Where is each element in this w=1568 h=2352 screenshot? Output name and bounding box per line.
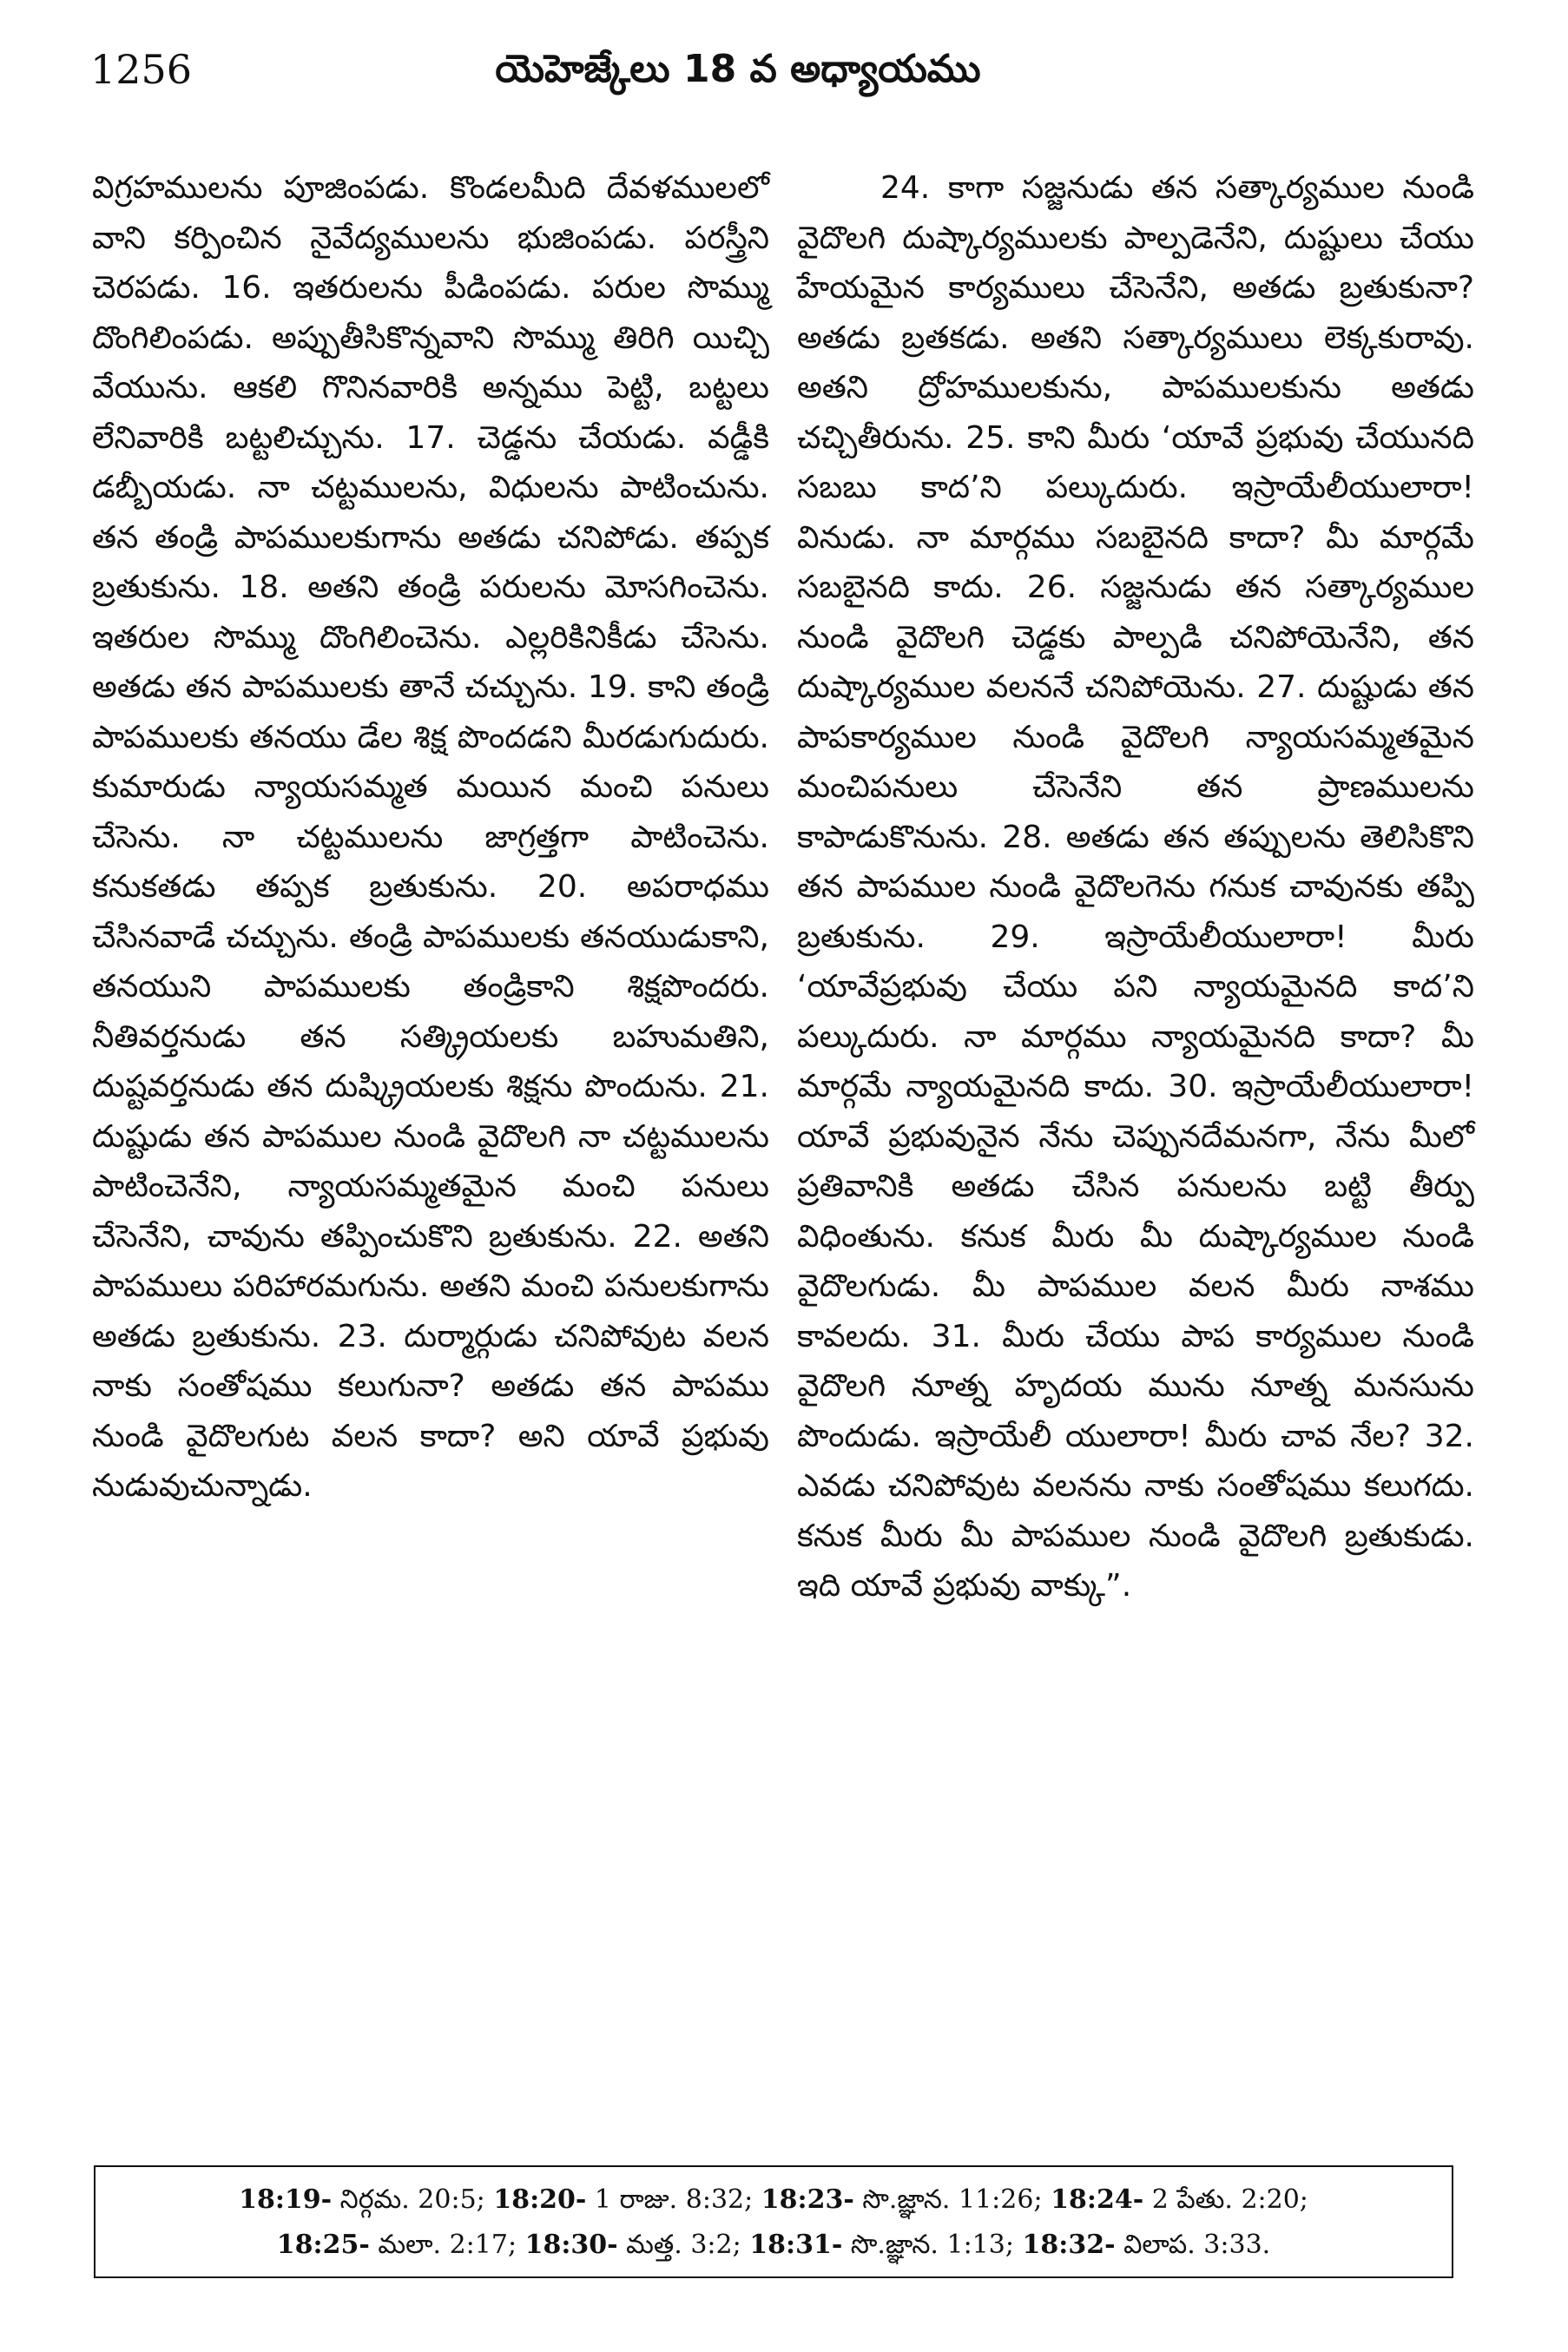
cross-reference-box (94, 2165, 1453, 2278)
cross-reference-verse: 18:23- (761, 2184, 854, 2215)
cross-reference-text: నిర్గమ. 20:5; (332, 2184, 485, 2215)
cross-reference (239, 2184, 485, 2215)
text-column-right (797, 163, 1474, 1611)
cross-reference-verse: 18:24- (1051, 2184, 1144, 2215)
cross-reference-text: 2 పేతు. 2:20; (1143, 2184, 1308, 2215)
page-number: 1256 (90, 46, 193, 93)
cross-reference (493, 2184, 753, 2215)
cross-reference (749, 2230, 1014, 2260)
cross-reference-text: మత్త. 3:2; (617, 2230, 741, 2260)
cross-reference-verse: 18:31- (749, 2230, 843, 2260)
cross-reference-verse: 18:19- (239, 2184, 333, 2215)
cross-reference (1051, 2184, 1308, 2215)
cross-reference-text: విలాప. 3:33. (1115, 2230, 1271, 2260)
cross-reference-verse: 18:20- (493, 2184, 587, 2215)
cross-reference (761, 2184, 1043, 2215)
cross-reference (277, 2230, 517, 2260)
text-column-left: విగ్రహములను పూజింపడు. కొండలమీది దేవళములలో వాని కర్పించిన నైవేద్యములను భుజింపడు. పరస్త్రీని చెరపడు. 16. ఇతరులను పీడింపడు. పరుల సొమ్ము దొంగిలింపడు. అప్పుతీసికొన్నవాని సొమ్ము తిరిగి యిచ్చి వేయును. ఆకలి గొనినవారికి అన్నము పెట్టి, బట్టలు లేనివారికి బట్టలిచ్చును. 17. చెడ్డను చేయడు. వడ్డీకి డబ్బీయడు. నా చట్టములను, విధులను పాటించును. తన తండ్రి పాపములకుగాను అతడు చనిపోడు. తప్పక బ్రతుకును. 18. అతని తండ్రి పరులను మోసగించెను. ఇతరుల సొమ్ము దొంగిలించెను. ఎల్లరికినికీడు చేసెను. అతడు తన పాపములకు తానే చచ్చును. 19. కాని తండ్రి పాపములకు తనయు డేల శిక్ష పొందడని మీరడుగుదురు. కుమారుడు న్యాయసమ్మత మయిన మంచి పనులు చేసెను. నా చట్టములను జాగ్రత్తగా పాటించెను. కనుకతడు తప్పక బ్రతుకును. 20. అపరాధము చేసినవాడే చచ్చును. తండ్రి పాపములకు తనయుడుకాని, తనయుని పాపములకు తండ్రికాని శిక్షపొందరు. నీతివర్తనుడు తన సత్క్రియలకు బహుమతిని, దుష్టవర్తనుడు తన దుష్క్రియలకు శిక్షను పొందును. 21. దుష్టుడు తన పాపముల నుండి వైదొలగి నా చట్టములను పాటించెనేని, న్యాయసమ్మతమైన మంచి పనులు చేసెనేని, చావును తప్పించుకొని బ్రతుకును. 22. అతని పాపములు పరిహారమగును. అతని మంచి పనులకుగాను అతడు బ్రతుకును. 23. దుర్మార్గుడు చనిపోవుట వలన నాకు సంతోషము కలుగునా? అతడు తన పాపము నుండి వైదొలగుట వలన కాదా? అని యావే ప్రభువు నుడువుచున్నాడు. (92, 170, 769, 1504)
cross-reference-verse: 18:25- (276, 2230, 370, 2260)
cross-reference-verse: 18:32- (1022, 2230, 1116, 2260)
cross-reference-line-2 (96, 2223, 1452, 2268)
cross-reference-text: 1 రాజు. 8:32; (586, 2184, 754, 2215)
cross-reference-line-1 (96, 2177, 1452, 2223)
cross-reference-text: మలా. 2:17; (369, 2230, 517, 2260)
running-head-title: యెహెజ్కేలు 18 వ అధ్యాయము (495, 47, 981, 91)
cross-reference-text: సొ.జ్ఞాన. 1:13; (842, 2230, 1014, 2260)
cross-reference-text: సొ.జ్ఞాన. 11:26; (853, 2184, 1043, 2215)
right-column-text: 24. కాగా సజ్జనుడు తన సత్కార్యముల నుండి వైదొలగి దుష్కార్యములకు పాల్పడెనేని, దుష్టులు చేయు హేయమైన కార్యములు చేసెనేని, అతడు బ్రతుకునా? అతడు బ్రతకడు. అతని సత్కార్యములు లెక్కకురావు. అతని ద్రోహములకును, పాపములకును అతడు చచ్చితీరును. 25. కాని మీరు ‘యావే ప్రభువు చేయునది సబబు కాద’ని పల్కుదురు. ఇస్రాయేలీయులారా! వినుడు. నా మార్గము సబబైనది కాదా? మీ మార్గమే సబబైనది కాదు. 26. సజ్జనుడు తన సత్కార్యముల నుండి వైదొలగి చెడ్డకు పాల్పడి చనిపోయెనేని, తన దుష్కార్యముల వలననే చనిపోయెను. 27. దుష్టుడు తన పాపకార్యముల నుండి వైదొలగి న్యాయసమ్మతమైన మంచిపనులు చేసెనేని తన ప్రాణములను కాపాడుకొనును. 28. అతడు తన తప్పులను తెలిసికొని తన పాపముల నుండి వైదొలగెను గనుక చావునకు తప్పి బ్రతుకును. 29. ఇస్రాయేలీయులారా! మీరు ‘యావేప్రభువు చేయు పని న్యాయమైనది కాద’ని పల్కుదురు. నా మార్గము న్యాయమైనది కాదా? మీ మార్గమే న్యాయమైనది కాదు. 30. ఇస్రాయేలీయులారా! యావే ప్రభువునైన నేను చెప్పునదేమనగా, నేను మీలో ప్రతివానికి అతడు చేసిన పనులను బట్టి తీర్పు విధింతును. కనుక మీరు మీ దుష్కార్యముల నుండి వైదొలగుడు. మీ పాపముల వలన మీరు నాశము కావలదు. 31. మీరు చేయు పాప కార్యముల నుండి వైదొలగి నూత్న హృదయ మును నూత్న మనసును పొందుడు. ఇస్రాయేలీ యులారా! మీరు చావ నేల? 32. ఎవడు చనిపోవుట వలనను నాకు సంతోషము కలుగదు. కనుక మీరు మీ పాపముల నుండి వైదొలగి బ్రతుకుడు. ఇది యావే ప్రభువు వాక్కు”. (797, 170, 1474, 1604)
cross-reference (525, 2230, 741, 2260)
cross-reference (1023, 2230, 1271, 2260)
cross-reference-verse: 18:30- (524, 2230, 618, 2260)
